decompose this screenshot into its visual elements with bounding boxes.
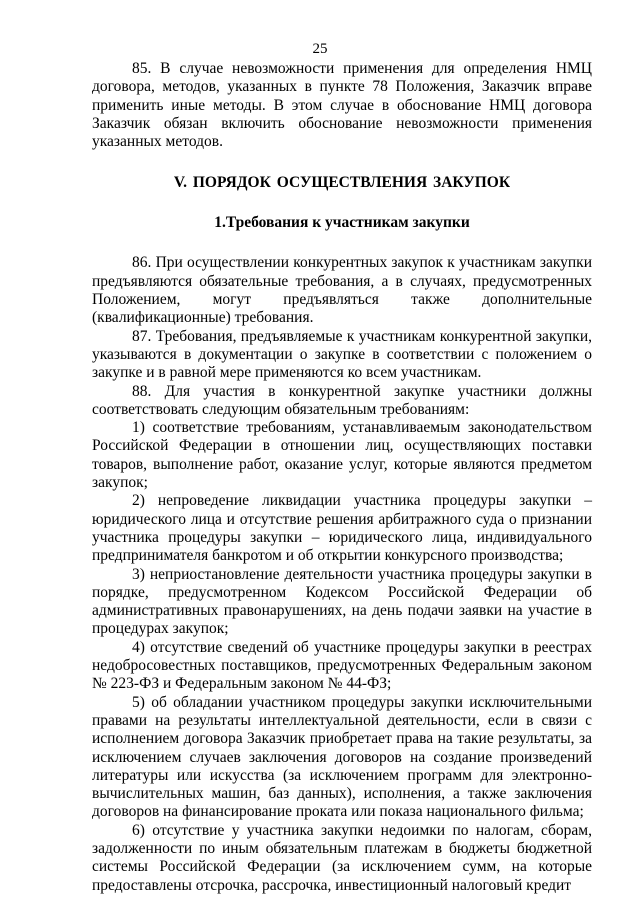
paragraph-86: 86. При осуществлении конкурентных закупок к участникам закупки предъявляются обязательные требования, а в случаях, предусмотренных Положением, могут предъявляться также дополнительные (квалификационные) требования.	[92, 254, 592, 327]
requirement-item-4: 4) отсутствие сведений об участнике процедуры закупки в реестрах недобросовестных поставщиков, предусмотренных Федеральным законом № 223-ФЗ и Федеральным законом № 44-ФЗ;	[92, 638, 592, 693]
subsection-title: 1.Требования к участникам закупки	[214, 214, 470, 232]
requirement-item-3: 3) неприостановление деятельности участника процедуры закупки в порядке, предусмотренном Кодексом Российской Федерации об административных правонарушениях, на день подачи заявки на участие в процедурах закупок;	[92, 565, 592, 638]
page-content	[92, 60, 592, 895]
requirement-item-5: 5) об обладании участником процедуры закупки исключительными правами на результаты интеллектуальной деятельности, если в связи с исполнением договора Заказчик приобретает права на такие результаты, за исключением случаев заключения договоров на создание произведений литературы или искусства (за исключением программ для электронно-вычислительных машин, баз данных), исполнения, а также заключения договоров на финансирование проката или показа национального фильма;	[92, 693, 592, 821]
requirement-item-2: 2) непроведение ликвидации участника процедуры закупки – юридического лица и отсутствие решения арбитражного суда о признании участника процедуры закупки – юридического лица, индивидуального предпринимателя банкротом и об открытии конкурсного производства;	[92, 492, 592, 565]
paragraph-88: 88. Для участия в конкурентной закупке участники должны соответствовать следующим обязательным требованиям:	[92, 382, 592, 418]
paragraph-87: 87. Требования, предъявляемые к участникам конкурентной закупки, указываются в документации о закупке в соответствии с положением о закупке и в равной мере применяются ко всем участникам.	[92, 327, 592, 382]
page-number: 25	[312, 41, 328, 57]
requirement-item-6: 6) отсутствие у участника закупки недоимки по налогам, сборам, задолженности по иным обязательным платежам в бюджеты бюджетной системы Российской Федерации (за исключением сумм, на которые предоставлены отсрочка, рассрочка, инвестиционный налоговый кредит	[92, 821, 592, 894]
requirement-item-1: 1) соответствие требованиям, устанавливаемым законодательством Российской Федерации в отношении лиц, осуществляющих поставки товаров, выполнение работ, оказание услуг, которые являются предметом закупок;	[92, 419, 592, 492]
paragraph-85: 85. В случае невозможности применения для определения НМЦ договора, методов, указанных в пункте 78 Положения, Заказчик вправе применить иные методы. В этом случае в обоснование НМЦ договора Заказчик обязан включить обоснование невозможности применения указанных методов.	[92, 60, 592, 151]
section-title: V. ПОРЯДОК ОСУЩЕСТВЛЕНИЯ ЗАКУПОК	[173, 174, 511, 192]
